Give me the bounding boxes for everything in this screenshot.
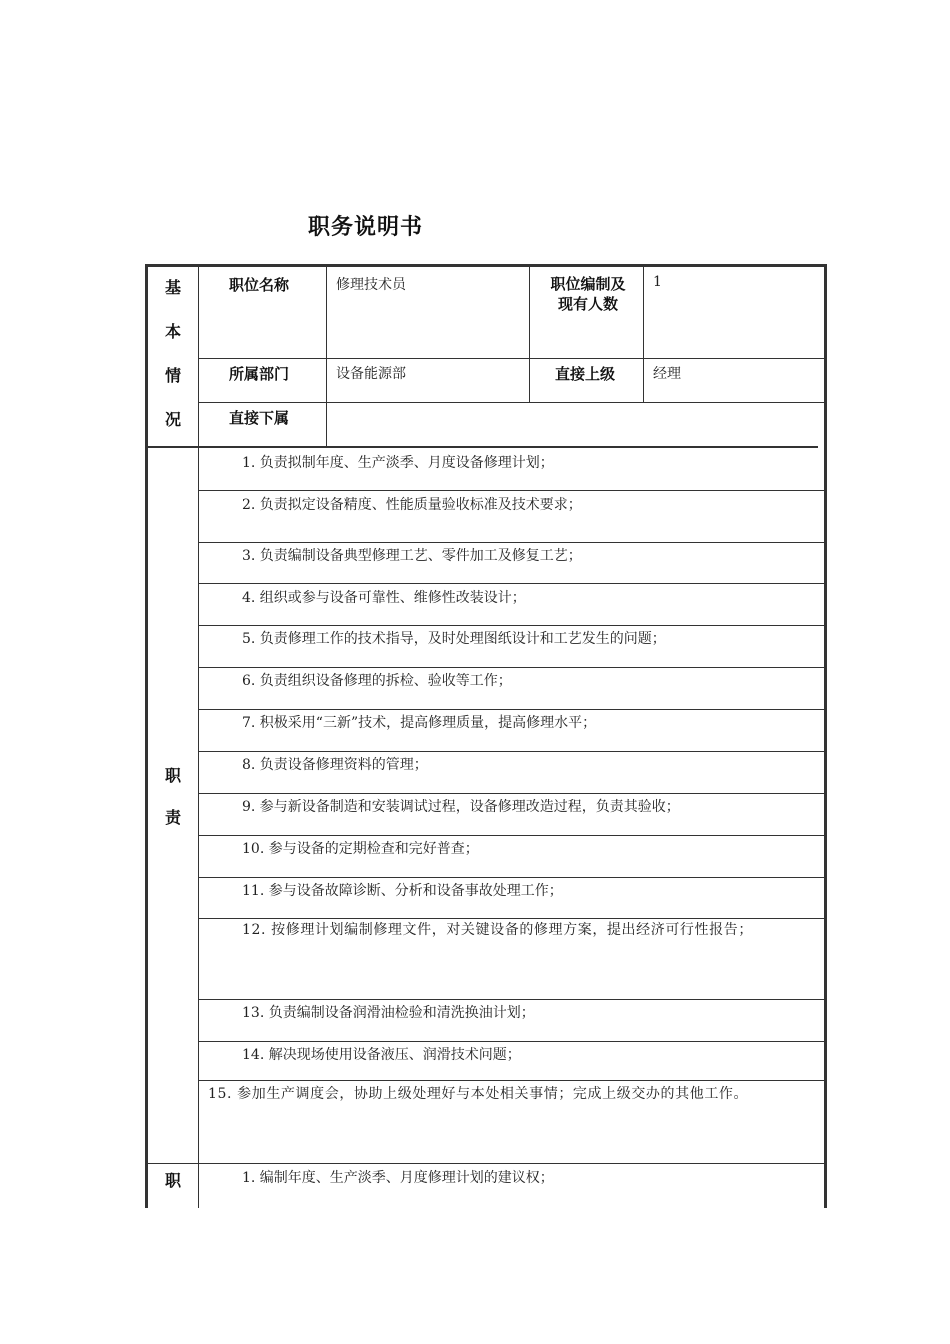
row-divider — [198, 751, 824, 752]
duties-side-label: 职 责 — [164, 766, 181, 827]
duty-item: 1. 负责拟制年度、生产淡季、月度设备修理计划； — [242, 455, 554, 471]
basic-info-side-label: 基 本 情 况 — [164, 278, 181, 429]
grid-line — [198, 267, 199, 447]
grid-line — [643, 267, 644, 402]
duty-item: 2. 负责拟定设备精度、性能质量验收标准及技术要求； — [242, 497, 582, 513]
duty-item: 13. 负责编制设备润滑油检验和清洗换油计划； — [242, 1005, 535, 1021]
headcount-label: 职位编制及 现有人数 — [550, 275, 626, 313]
duty-item: 7. 积极采用“三新”技术，提高修理质量，提高修理水平； — [242, 715, 597, 731]
grid-line — [529, 267, 530, 402]
duty-item: 5. 负责修理工作的技术指导，及时处理图纸设计和工艺发生的问题； — [242, 631, 666, 647]
duty-item: 12. 按修理计划编制修理文件，对关键设备的修理方案，提出经济可行性报告； — [242, 922, 753, 938]
duty-item: 8. 负责设备修理资料的管理； — [242, 757, 428, 773]
job-description-table — [145, 264, 827, 1208]
row-divider — [198, 793, 824, 794]
duty-item: 15. 参加生产调度会，协助上级处理好与本处相关事情；完成上级交办的其他工作。 — [208, 1086, 749, 1102]
duty-item: 11. 参与设备故障诊断、分析和设备事故处理工作； — [242, 883, 563, 899]
duty-item: 4. 组织或参与设备可靠性、维修性改装设计； — [242, 590, 526, 606]
department-value: 设备能源部 — [336, 366, 406, 382]
page-title: 职务说明书 — [308, 215, 424, 240]
subordinate-label: 直接下属 — [229, 409, 290, 427]
superior-value: 经理 — [653, 366, 681, 382]
duty-item: 10. 参与设备的定期检查和完好普查； — [242, 841, 479, 857]
row-divider — [198, 999, 824, 1000]
headcount-value: 1 — [653, 274, 662, 290]
authority-side-label: 职 — [164, 1171, 181, 1190]
duty-item: 9. 参与新设备制造和安装调试过程，设备修理改造过程，负责其验收； — [242, 799, 680, 815]
grid-line — [198, 358, 824, 359]
authority-item: 1. 编制年度、生产淡季、月度修理计划的建议权； — [242, 1170, 554, 1186]
row-divider — [198, 709, 824, 710]
row-divider — [198, 835, 824, 836]
row-divider — [198, 490, 824, 491]
section-divider — [148, 446, 818, 448]
row-divider — [198, 1041, 824, 1042]
superior-label: 直接上级 — [555, 365, 616, 383]
duty-item: 6. 负责组织设备修理的拆检、验收等工作； — [242, 673, 512, 689]
grid-line — [326, 267, 327, 447]
department-label: 所属部门 — [229, 365, 290, 383]
position-name-value: 修理技术员 — [336, 277, 406, 293]
grid-line — [198, 402, 824, 403]
row-divider — [198, 877, 824, 878]
section-divider — [148, 1163, 824, 1164]
grid-line — [198, 447, 199, 1208]
duty-item: 3. 负责编制设备典型修理工艺、零件加工及修复工艺； — [242, 548, 582, 564]
row-divider — [198, 625, 824, 626]
row-divider — [198, 542, 824, 543]
row-divider — [198, 667, 824, 668]
duty-item: 14. 解决现场使用设备液压、润滑技术问题； — [242, 1047, 521, 1063]
position-name-label: 职位名称 — [229, 276, 290, 294]
row-divider — [198, 583, 824, 584]
